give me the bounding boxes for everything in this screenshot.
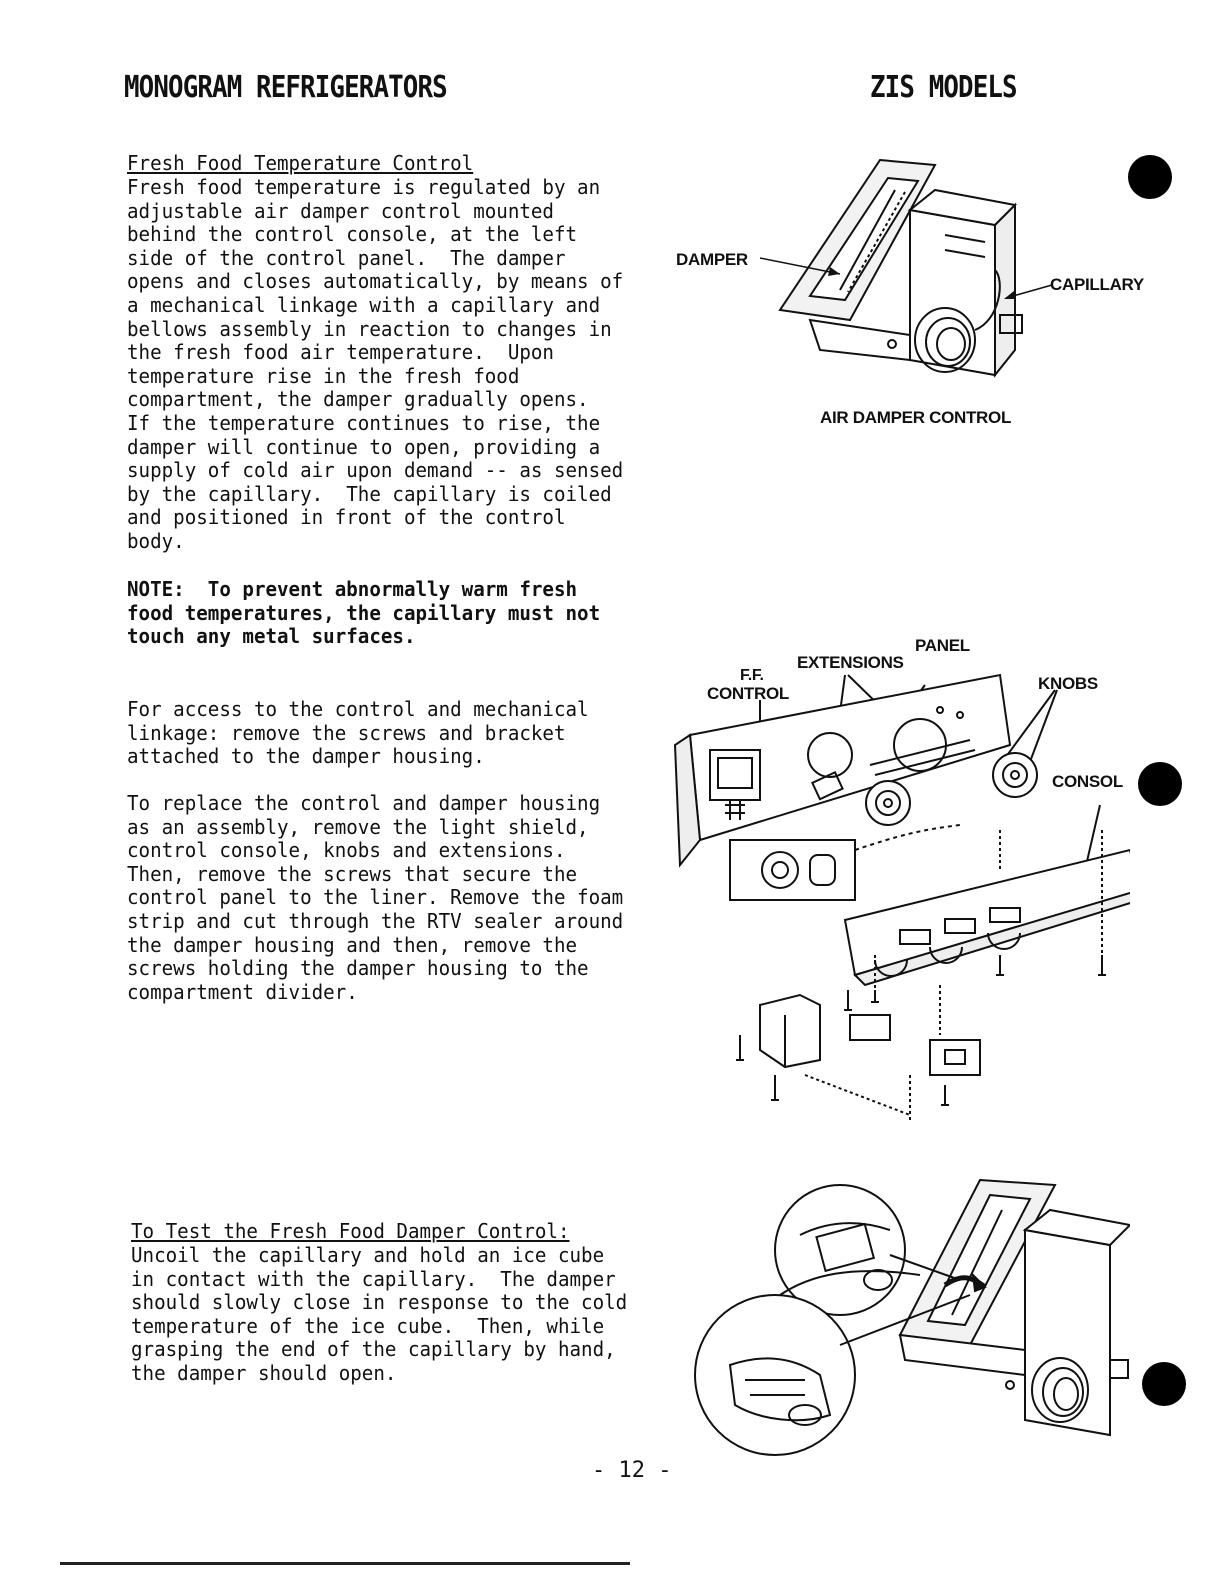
section-body-test-damper: Uncoil the capillary and hold an ice cube in contact with the capillary. The damper should slowly close in response to the cold temperature of the ice cube. Then, while grasping the end of the capillary by hand, the damper should open. — [131, 1243, 628, 1385]
label-control: CONTROL — [707, 684, 789, 703]
punch-hole-top — [1128, 155, 1172, 199]
replace-paragraph: To replace the control and damper housing as an assembly, remove the light shield, control console, knobs and extensions. Then, remove the screws that secure the control panel to the liner. Remove the foam strip and cut through the RTV sealer around the damper housing and then, remove the screws holding the damper housing to the compartment divider. — [127, 791, 624, 1004]
punch-hole-middle — [1138, 762, 1182, 806]
label-ff: F.F. — [740, 667, 764, 684]
label-knobs: KNOBS — [1038, 674, 1098, 693]
section-title-fresh-food-control: Fresh Food Temperature Control — [127, 151, 474, 175]
figure-caption-air-damper-control: AIR DAMPER CONTROL — [820, 408, 1012, 427]
damper-leader-arrow-icon — [750, 252, 850, 282]
label-panel: PANEL — [915, 636, 970, 655]
damper-test-illustration — [690, 1175, 1130, 1465]
bottom-rule — [60, 1562, 630, 1565]
label-damper: DAMPER — [676, 250, 748, 269]
document-title: MONOGRAM REFRIGERATORS — [124, 70, 447, 105]
capillary-leader-arrow-icon — [1000, 282, 1055, 302]
label-console: CONSOL — [1052, 772, 1123, 791]
section-body-fresh-food-control: Fresh food temperature is regulated by an adjustable air damper control mounted behind the control console, at the left side of the control panel. The damper opens and closes automatically, by means of a mechanical linkage with a capillary and bellows assembly in reaction to changes in the fresh food air temperature. Upon temperature rise in the fresh food compartment, the damper gradually opens. If the temperature continues to rise, the damper will continue to open, providing a supply of cold air upon demand -- as sensed by the capillary. The capillary is coiled and positioned in front of the control body. — [127, 175, 624, 553]
control-panel-exploded-illustration — [670, 655, 1130, 1125]
label-capillary: CAPILLARY — [1050, 275, 1144, 294]
label-extensions: EXTENSIONS — [797, 653, 904, 672]
note-paragraph: NOTE: To prevent abnormally warm fresh food temperatures, the capillary must not touch any metal surfaces. — [127, 577, 601, 649]
access-paragraph: For access to the control and mechanical linkage: remove the screws and bracket attached to the damper housing. — [127, 697, 589, 769]
page-number: - 12 - — [592, 1458, 672, 1483]
punch-hole-bottom — [1142, 1362, 1186, 1406]
model-title: ZIS MODELS — [870, 70, 1017, 105]
section-title-test-damper: To Test the Fresh Food Damper Control: — [131, 1219, 570, 1243]
